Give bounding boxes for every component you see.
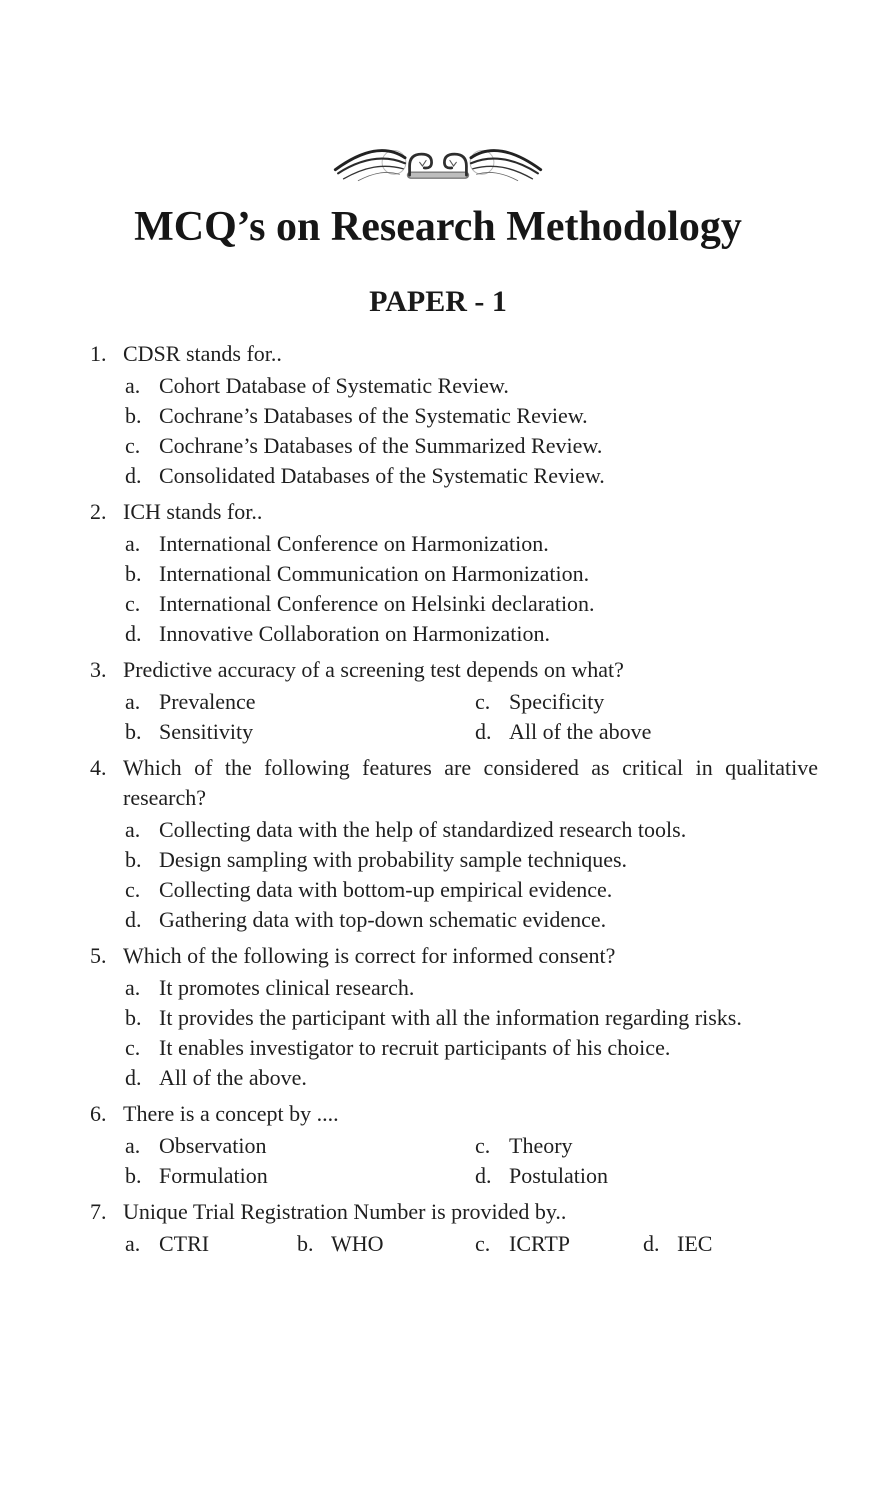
option [475, 1229, 643, 1259]
question-text: Unique Trial Registration Number is provided by.. [123, 1199, 567, 1225]
option [125, 401, 818, 431]
option-text: Innovative Collaboration on Harmonization. [159, 621, 551, 647]
option [125, 559, 818, 589]
question-list [0, 339, 876, 1259]
option-text: Specificity [509, 689, 605, 715]
option-letter: a. [125, 817, 141, 843]
option-text: Prevalence [159, 689, 256, 715]
option-text: Design sampling with probability sample techniques. [159, 847, 628, 873]
option-letter: a. [125, 689, 141, 715]
option-letter: c. [475, 689, 491, 715]
option-list [125, 1131, 818, 1191]
option-text: All of the above. [159, 1065, 307, 1091]
question-stem [90, 1197, 818, 1227]
option-text: WHO [331, 1231, 384, 1257]
question-number: 2. [90, 499, 107, 525]
option-letter: a. [125, 373, 141, 399]
option-text: International Conference on Helsinki declaration. [159, 591, 595, 617]
option-text: Sensitivity [159, 719, 254, 745]
option-letter: b. [125, 1005, 142, 1031]
question-text: Which of the following features are considered as critical in qualitative research? [123, 755, 818, 811]
option-text: International Communication on Harmonization. [159, 561, 590, 587]
option [125, 1229, 297, 1259]
question-text: Predictive accuracy of a screening test depends on what? [123, 657, 624, 683]
option-letter: b. [125, 403, 142, 429]
page-header [0, 0, 876, 318]
question-number: 7. [90, 1199, 107, 1225]
option-text: Cochrane’s Databases of the Systematic Review. [159, 403, 588, 429]
option [125, 529, 818, 559]
option-list [125, 687, 818, 747]
option-text: CTRI [159, 1231, 210, 1257]
option-letter: a. [125, 1133, 141, 1159]
question-text: Which of the following is correct for informed consent? [123, 943, 616, 969]
option [475, 687, 818, 717]
option-letter: d. [125, 907, 142, 933]
question-number: 5. [90, 943, 107, 969]
option-letter: c. [475, 1133, 491, 1159]
question-stem [90, 655, 818, 685]
option-letter: b. [125, 847, 142, 873]
option [125, 1131, 475, 1161]
option-letter: d. [475, 1163, 492, 1189]
option-letter: c. [125, 591, 141, 617]
option-list [125, 815, 818, 935]
option [125, 687, 475, 717]
option-letter: d. [125, 1065, 142, 1091]
option-list [125, 973, 818, 1093]
option-letter: c. [125, 433, 141, 459]
question-number: 4. [90, 755, 107, 781]
option-letter: a. [125, 531, 141, 557]
question-block [90, 753, 818, 935]
question-block [90, 497, 818, 649]
option-letter: b. [125, 1163, 142, 1189]
option-letter: c. [125, 877, 141, 903]
option-letter: c. [475, 1231, 491, 1257]
option [125, 875, 818, 905]
option-list [125, 371, 818, 491]
question-stem [90, 497, 818, 527]
option-text: It provides the participant with all the information regarding risks. [159, 1005, 742, 1031]
question-stem [90, 339, 818, 369]
option-text: Postulation [509, 1163, 609, 1189]
option [125, 589, 818, 619]
page-title: MCQ’s on Research Methodology [134, 204, 742, 250]
option-letter: d. [125, 463, 142, 489]
option [125, 717, 475, 747]
option-list [125, 529, 818, 649]
question-block [90, 655, 818, 747]
option [125, 905, 818, 935]
option [475, 717, 818, 747]
option-text: Cohort Database of Systematic Review. [159, 373, 509, 399]
option [125, 1033, 818, 1063]
option-list [125, 1229, 818, 1259]
option-text: Theory [509, 1133, 573, 1159]
question-text: There is a concept by .... [123, 1101, 339, 1127]
question-text: CDSR stands for.. [123, 341, 282, 367]
question-number: 3. [90, 657, 107, 683]
option [475, 1131, 818, 1161]
option-text: It promotes clinical research. [159, 975, 415, 1001]
flourish-divider-icon [0, 138, 876, 194]
question-number: 1. [90, 341, 107, 367]
question-number: 6. [90, 1101, 107, 1127]
question-stem [90, 1099, 818, 1129]
option-text: Consolidated Databases of the Systematic Review. [159, 463, 605, 489]
option [125, 1003, 818, 1033]
option-text: All of the above [509, 719, 652, 745]
option-text: IEC [677, 1231, 713, 1257]
option-letter: a. [125, 975, 141, 1001]
option-text: Formulation [159, 1163, 268, 1189]
option [125, 371, 818, 401]
option [125, 1063, 818, 1093]
option-text: International Conference on Harmonization. [159, 531, 549, 557]
option [125, 845, 818, 875]
option [475, 1161, 818, 1191]
option [125, 619, 818, 649]
option-text: It enables investigator to recruit participants of his choice. [159, 1035, 671, 1061]
question-block [90, 1197, 818, 1259]
paper-number-heading: PAPER - 1 [369, 285, 507, 319]
option [125, 431, 818, 461]
option-letter: b. [297, 1231, 314, 1257]
option-text: Collecting data with the help of standardized research tools. [159, 817, 687, 843]
option [125, 461, 818, 491]
question-text: ICH stands for.. [123, 499, 263, 525]
option-text: Cochrane’s Databases of the Summarized Review. [159, 433, 603, 459]
option [125, 815, 818, 845]
option-letter: b. [125, 561, 142, 587]
question-block [90, 339, 818, 491]
option-text: Gathering data with top-down schematic evidence. [159, 907, 607, 933]
question-stem [90, 753, 818, 813]
option-letter: d. [643, 1231, 660, 1257]
option [125, 1161, 475, 1191]
option [643, 1229, 818, 1259]
option-letter: c. [125, 1035, 141, 1061]
question-block [90, 941, 818, 1093]
option [297, 1229, 475, 1259]
option [125, 973, 818, 1003]
question-block [90, 1099, 818, 1191]
option-text: Observation [159, 1133, 267, 1159]
question-stem [90, 941, 818, 971]
option-letter: a. [125, 1231, 141, 1257]
option-letter: d. [125, 621, 142, 647]
option-letter: b. [125, 719, 142, 745]
option-text: Collecting data with bottom-up empirical evidence. [159, 877, 613, 903]
option-letter: d. [475, 719, 492, 745]
option-text: ICRTP [509, 1231, 571, 1257]
